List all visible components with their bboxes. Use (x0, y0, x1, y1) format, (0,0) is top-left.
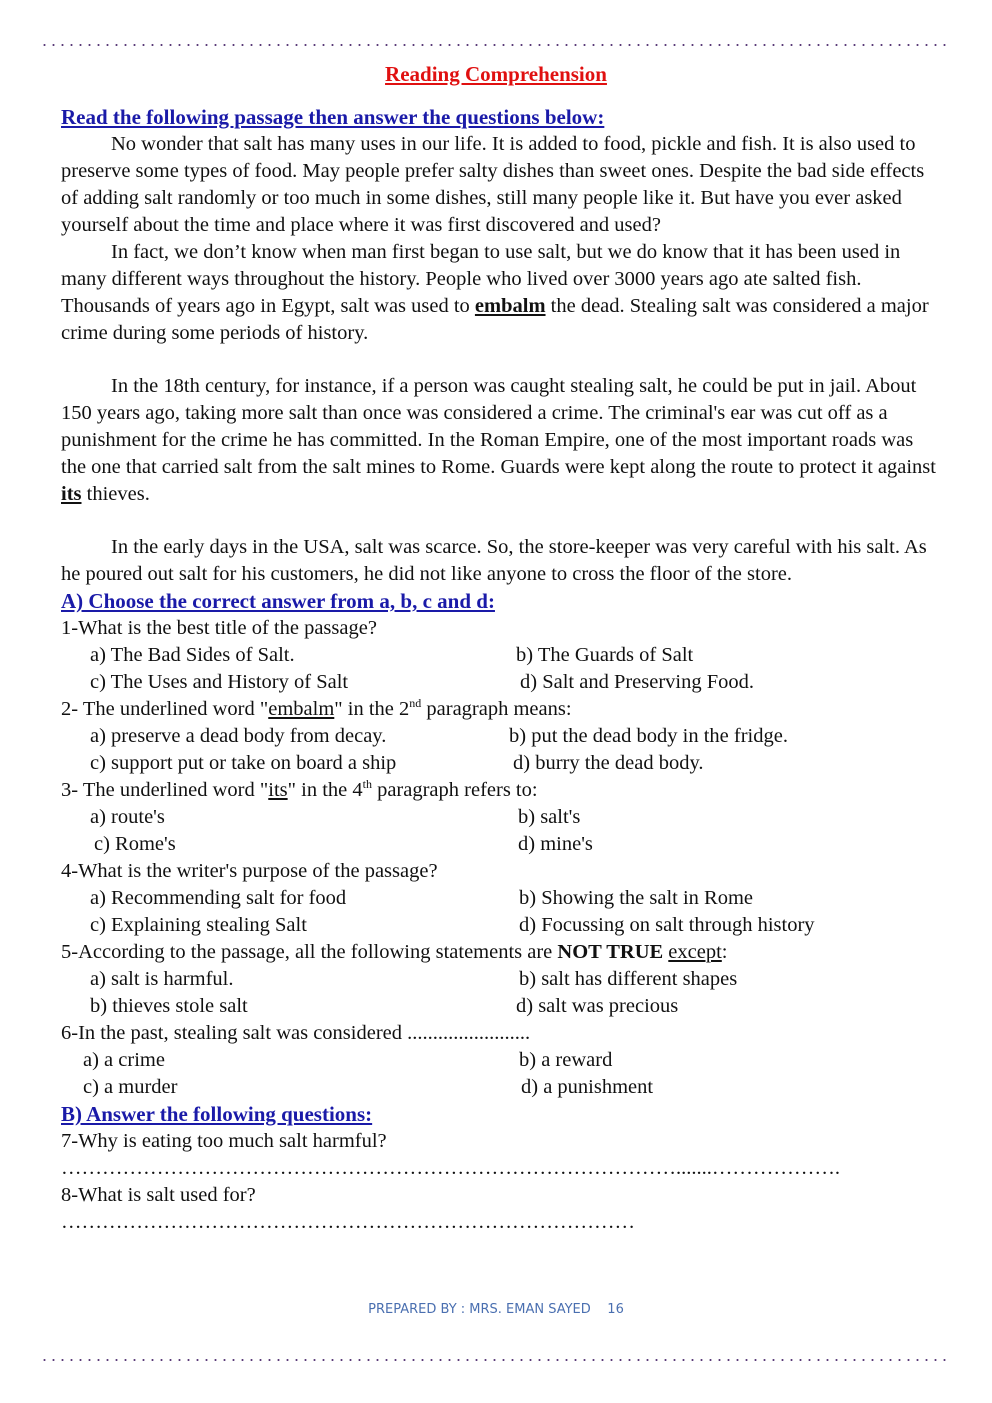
section-a-heading: A) Choose the correct answer from a, b, c and d: (61, 589, 495, 613)
question-4: 4-What is the writer's purpose of the passage? (61, 860, 438, 882)
option: a) preserve a dead body from decay. (90, 725, 387, 747)
question-3: 3- The underlined word "its" in the 4th paragraph refers to: (61, 777, 538, 801)
option: b) The Guards of Salt (516, 644, 694, 666)
passage-paragraph-2: In fact, we don’t know when man first began to use salt, but we do know that it has been used in many different ways throughout the history. People who lived over 3000 years ago ate salted fish. Thousands of years ago in Egypt, salt was used to embalm the dead. Stealing salt was considered a major crime during some periods of history. (61, 241, 929, 344)
option: b) salt's (518, 806, 581, 828)
question-2: 2- The underlined word "embalm" in the 2nd paragraph means: (61, 696, 572, 720)
option: d) Focussing on salt through history (519, 914, 815, 936)
question-6: 6-In the past, stealing salt was considered ........................ (61, 1022, 531, 1044)
answer-line-8[interactable]: ………………………………………………………………………… (61, 1211, 635, 1233)
option: d) burry the dead body. (513, 752, 704, 774)
bottom-dotted-border (40, 1358, 952, 1362)
question-1-options (61, 642, 941, 696)
question-8: 8-What is salt used for? (61, 1184, 256, 1206)
option: c) Rome's (94, 833, 176, 855)
question-5: 5-According to the passage, all the following statements are NOT TRUE except: (61, 941, 728, 963)
option: b) Showing the salt in Rome (519, 887, 754, 909)
option: a) Recommending salt for food (90, 887, 347, 909)
option: b) put the dead body in the fridge. (509, 725, 788, 747)
option: d) a punishment (521, 1076, 654, 1098)
option: c) Explaining stealing Salt (90, 914, 307, 936)
passage-paragraph-3: In the 18th century, for instance, if a person was caught stealing salt, he could be put in jail. About 150 years ago, taking more salt than once was considered a crime. The criminal's ear was cut off as a punishment for the crime he has committed. In the Roman Empire, one of the most important roads was the one that carried salt from the salt mines to Rome. Guards were kept along the route to protect it against its thieves. (61, 375, 936, 505)
question-1: 1-What is the best title of the passage? (61, 617, 377, 639)
question-7: 7-Why is eating too much salt harmful? (61, 1130, 387, 1152)
option: b) thieves stole salt (90, 995, 248, 1017)
page-title: Reading Comprehension (385, 62, 607, 86)
keyword-embalm: embalm (474, 295, 546, 317)
option: a) a crime (83, 1049, 165, 1071)
answer-line-7[interactable]: ……………………………………………………………………………….......………………. (61, 1157, 840, 1179)
question-2-options (61, 723, 941, 777)
option: a) route's (90, 806, 165, 828)
top-dotted-border (40, 43, 952, 47)
option: a) The Bad Sides of Salt. (90, 644, 295, 666)
passage-paragraph-1: No wonder that salt has many uses in our life. It is added to food, pickle and fish. It is also used to preserve some types of food. May people prefer salty dishes than sweet ones. Despite the bad side effects of adding salt randomly or too much in some dishes, still many people like it. But have you ever asked yourself about the time and place where it was first discovered and used? (61, 133, 925, 236)
question-5-options (61, 966, 941, 1020)
option: d) Salt and Preserving Food. (520, 671, 755, 693)
section-b-heading: B) Answer the following questions: (61, 1102, 373, 1126)
option: c) The Uses and History of Salt (90, 671, 349, 693)
option: d) salt was precious (516, 995, 679, 1017)
question-6-options (61, 1047, 941, 1101)
option: b) a reward (519, 1049, 613, 1071)
passage-paragraph-4: In the early days in the USA, salt was scarce. So, the store-keeper was very careful with his salt. As he poured out salt for his customers, he did not like anyone to cross the floor of the store. (61, 536, 927, 585)
worksheet-content (61, 104, 941, 1236)
option: d) mine's (518, 833, 593, 855)
question-4-options (61, 885, 941, 939)
footer-credit: PREPARED BY : MRS. EMAN SAYED 16 (368, 1302, 624, 1317)
keyword-its: its (61, 483, 82, 505)
option: a) salt is harmful. (90, 968, 234, 990)
option: c) a murder (83, 1076, 178, 1098)
instruction-heading: Read the following passage then answer the questions below: (61, 105, 605, 129)
option: b) salt has different shapes (519, 968, 738, 990)
option: c) support put or take on board a ship (90, 752, 397, 774)
question-3-options (61, 804, 941, 858)
